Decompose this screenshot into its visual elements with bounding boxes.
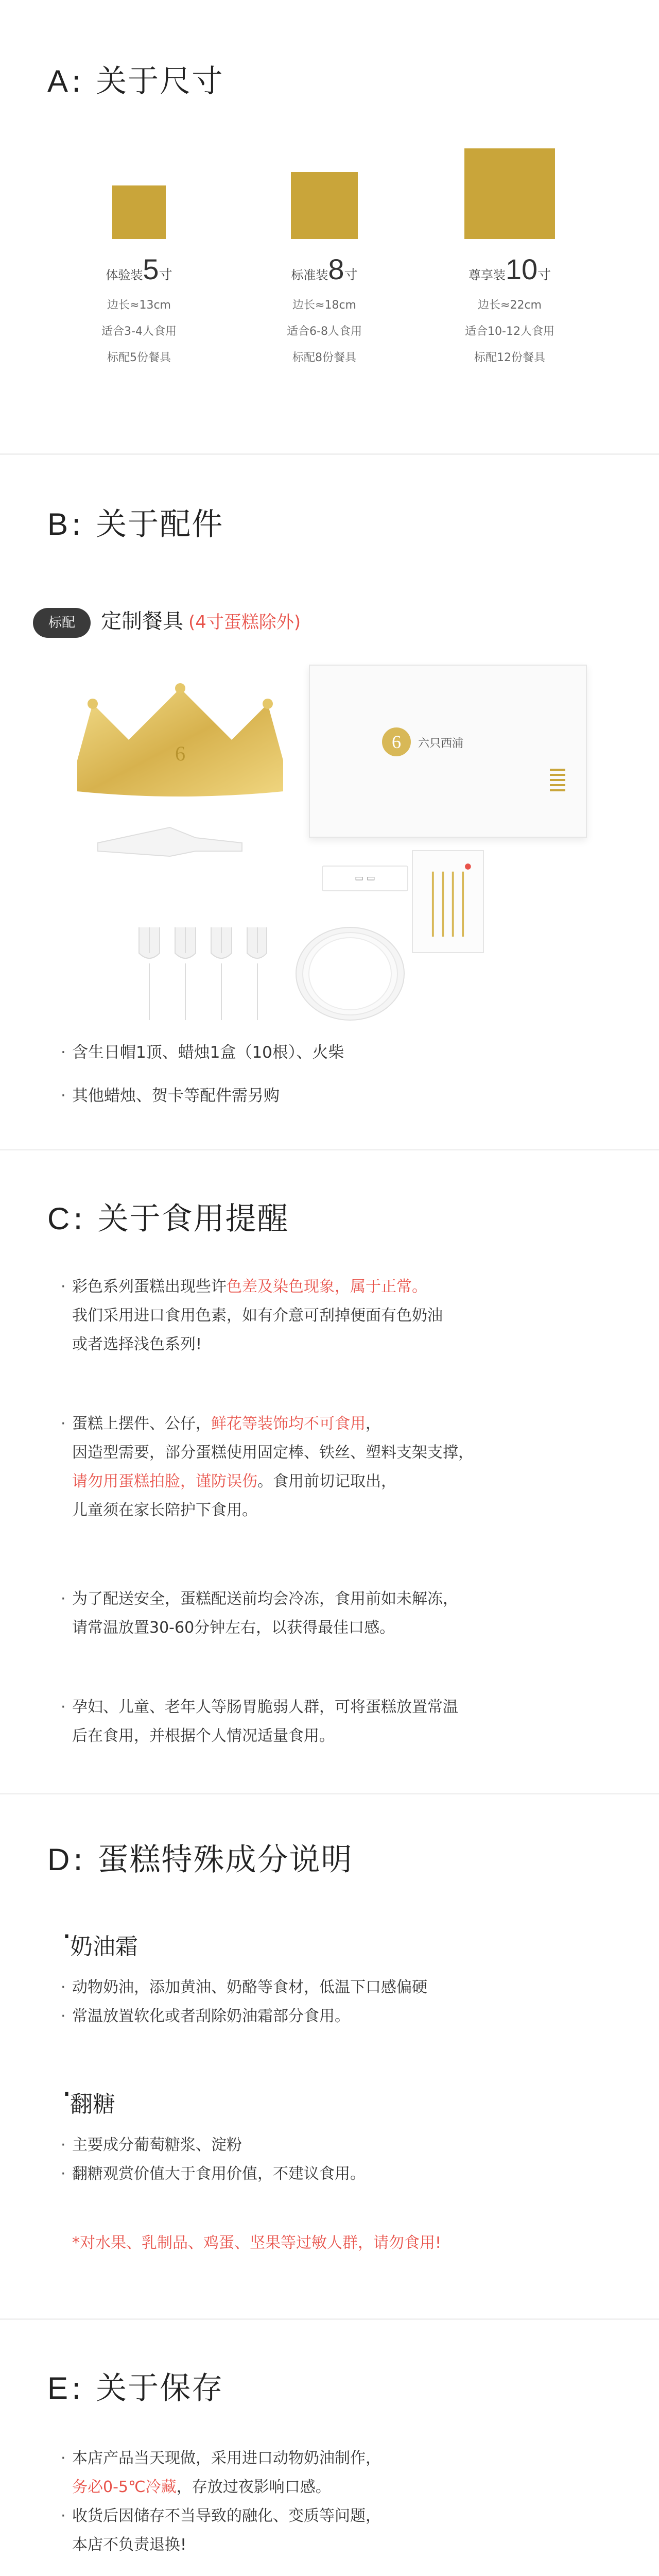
cake-knife-icon [93, 822, 247, 858]
eating-note-3: · 为了配送安全，蛋糕配送前均会冷冻，食用前如未解冻， 请常温放置30-60分钟左右，以获得最佳口感。 [61, 1590, 458, 1637]
size-title: 尊享装10寸 [468, 253, 551, 285]
tableware-gift-box [309, 665, 587, 838]
size-title: 标准装8寸 [291, 253, 358, 285]
section-divider [0, 453, 659, 455]
brand-logo-icon: 6 [382, 727, 411, 756]
size-card-5 [77, 185, 201, 365]
size-tableware: 标配8份餐具 [292, 351, 356, 364]
accessory-title: 定制餐具 (4寸蛋糕除外) [101, 609, 301, 633]
forks-icon [134, 922, 268, 1025]
box-brand-name: 六只西浦 [418, 737, 464, 750]
size-square [464, 148, 555, 239]
section-divider [0, 2318, 659, 2320]
section-title-e: E: 关于保存 [47, 2370, 224, 2406]
size-tableware: 标配5份餐具 [107, 351, 171, 364]
size-people: 适合3-4人食用 [101, 325, 177, 338]
candles-box-icon [412, 850, 484, 953]
accessory-item: · 含生日帽1顶、蜡烛1盒（10根）、火柴 [72, 1039, 344, 1066]
box-stripes [550, 769, 565, 794]
cream-heading: · 奶油霜 [70, 1928, 138, 1961]
section-title-d: D: 蛋糕特殊成分说明 [47, 1842, 353, 1878]
fondant-heading: · 翻糖 [70, 2086, 115, 2119]
birthday-crown-icon [72, 683, 288, 802]
size-square [291, 172, 358, 239]
section-divider [0, 1793, 659, 1794]
size-square [112, 185, 166, 239]
svg-text:6: 6 [175, 742, 185, 765]
size-card-10 [438, 148, 582, 365]
section-divider [0, 1149, 659, 1150]
fondant-notes: · 主要成分葡萄糖浆、淀粉 · 翻糖观赏价值大于食用价值，不建议食用。 [61, 2136, 366, 2183]
size-title: 体验装5寸 [106, 253, 172, 285]
section-title-b: B: 关于配件 [47, 506, 224, 543]
eating-note-2: · 蛋糕上摆件、公仔，鲜花等装饰均不可食用， 因造型需要，部分蛋糕使用固定棒、铁丝、塑料支架支撑， 请勿用蛋糕拍脸，谨防误伤。食用前切记取出， 儿童须在家长陪护下食用。 [61, 1415, 474, 1519]
section-title-c: C: 关于食用提醒 [47, 1201, 289, 1237]
allergy-warning: *对水果、乳制品、鸡蛋、坚果等过敏人群，请勿食用! [72, 2234, 442, 2252]
size-card-8 [257, 172, 391, 365]
size-people: 适合10-12人食用 [465, 325, 554, 338]
knife-tag: ▭ ▭ [322, 866, 408, 891]
size-tableware: 标配12份餐具 [474, 351, 545, 364]
cream-notes: · 动物奶油，添加黄油、奶酪等食材，低温下口感偏硬 · 常温放置软化或者刮除奶油霜部分食用。 [61, 1978, 427, 2025]
section-title-a: A: 关于尺寸 [47, 63, 224, 99]
storage-notes: · 本店产品当天现做，采用进口动物奶油制作， 务必0-5℃冷藏，存放过夜影响口感。 · 收货后因储存不当导致的融化、变质等问题， 本店不负责退换! [61, 2449, 381, 2554]
size-edge: 边长≈13cm [107, 299, 171, 312]
standard-badge: 标配 [33, 608, 91, 638]
accessory-item: · 其他蜡烛、贺卡等配件需另购 [72, 1082, 280, 1110]
size-edge: 边长≈18cm [292, 299, 356, 312]
eating-note-1: · 彩色系列蛋糕出现些许色差及染色现象，属于正常。 我们采用进口食用色素，如有介意可刮掉便面有色奶油 或者选择浅色系列! [61, 1278, 443, 1353]
eating-note-4: · 孕妇、儿童、老年人等肠胃脆弱人群，可将蛋糕放置常温 后在食用，并根据个人情况适量食用。 [61, 1698, 458, 1745]
size-people: 适合6-8人食用 [287, 325, 362, 338]
size-edge: 边长≈22cm [478, 299, 542, 312]
plates-icon [288, 907, 412, 1030]
